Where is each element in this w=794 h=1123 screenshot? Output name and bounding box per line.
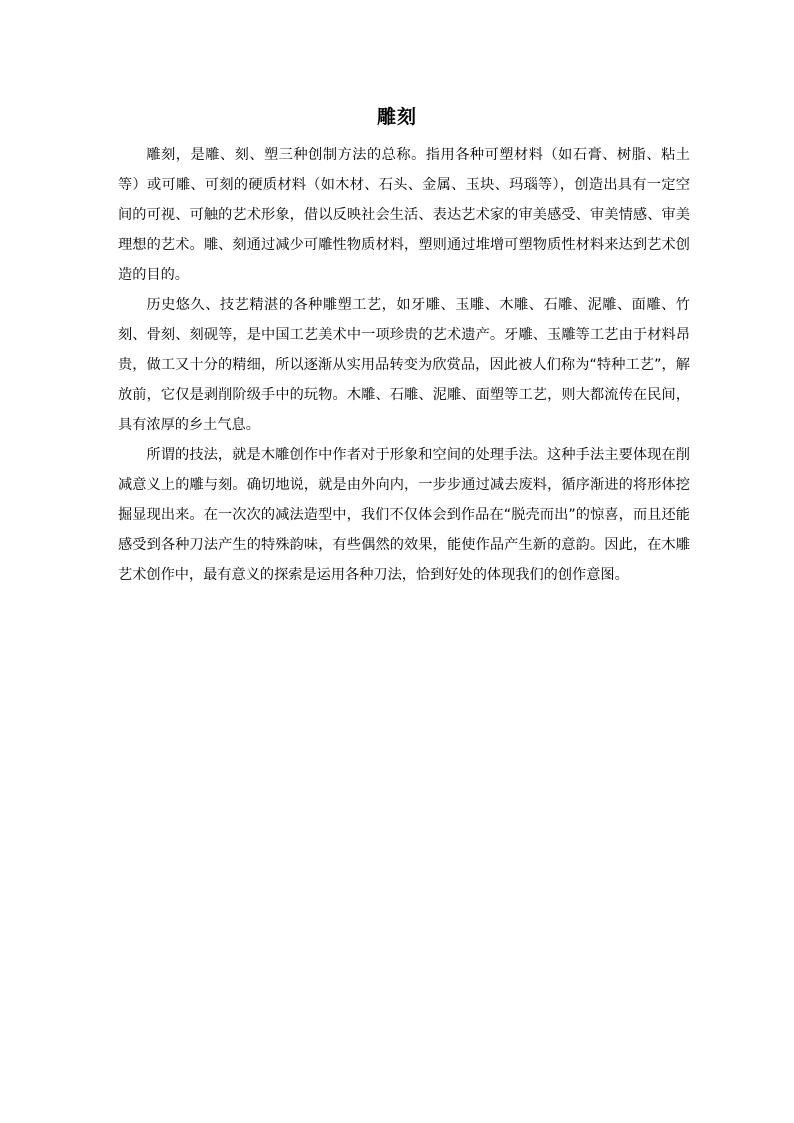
paragraph-history: 历史悠久、技艺精湛的各种雕塑工艺，如牙雕、玉雕、木雕、石雕、泥雕、面雕、竹刻、骨刻、刻砚等，是中国工艺美术中一项珍贵的艺术遗产。牙雕、玉雕等工艺由于材料昂贵，做工又十分的精细，所以逐渐从实用品转变为欣赏品，因此被人们称为“特种工艺”，解放前，它仅是剥削阶级手中的玩物。木雕、石雕、泥雕、面塑等工艺，则大都流传在民间，具有浓厚的乡土气息。 xyxy=(118,297,690,433)
document-body xyxy=(118,140,690,590)
paragraph-definition: 雕刻，是雕、刻、塑三种创制方法的总称。指用各种可塑材料（如石膏、树脂、粘土等）或可雕、可刻的硬质材料（如木材、石头、金属、玉块、玛瑙等），创造出具有一定空间的可视、可触的艺术形象，借以反映社会生活、表达艺术家的审美感受、审美情感、审美理想的艺术。雕、刻通过减少可雕性物质材料，塑则通过堆增可塑物质性材料来达到艺术创造的目的。 xyxy=(118,147,690,283)
paragraph-technique: 所谓的技法，就是木雕创作中作者对于形象和空间的处理手法。这种手法主要体现在削减意义上的雕与刻。确切地说，就是由外向内，一步步通过减去废料，循序渐进的将形体挖掘显现出来。在一次次的减法造型中，我们不仅体会到作品在“脱壳而出”的惊喜，而且还能感受到各种刀法产生的特殊韵味，有些偶然的效果，能使作品产生新的意韵。因此，在木雕艺术创作中，最有意义的探索是运用各种刀法，恰到好处的体现我们的创作意图。 xyxy=(118,447,690,583)
document-title: 雕刻 xyxy=(376,106,417,128)
